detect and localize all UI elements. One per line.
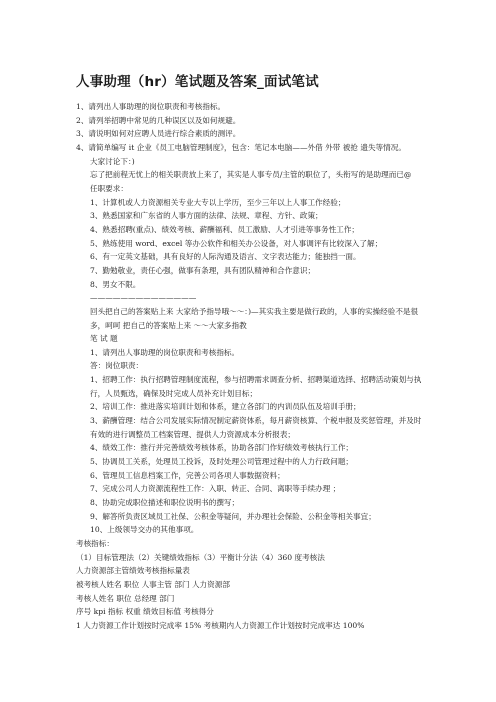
duty-item: 8、协助完成职位描述和职位说明书的撰写；: [90, 498, 240, 508]
kpi-table-title: 人力资源部主管绩效考核指标量表: [76, 566, 190, 576]
duty-item: 6、管理员工信息档案工作，完善公司各项人事数据资料；: [90, 470, 285, 480]
requirement-item: 4、熟悉招聘(重点)、绩效考核、薪酬福利、员工激励、人才引进等事务性工作；: [90, 224, 359, 234]
answer-label: 答：岗位职责：: [90, 361, 144, 371]
duty-item: 3、薪酬管理：结合公司发展实际情况制定薪资体系，每月薪资核算、个税申报及奖惩管理，并及时有效的进行调整员工档案管理、提供人力资源成本分析报表；: [90, 416, 422, 439]
duty-item: 1、招聘工作：执行招聘管理制度流程，参与招聘需求调查分析、招聘渠道选择、招聘活动策划与执行，人员甄选，确保及时完成人员补充计划目标；: [90, 375, 422, 398]
requirement-item: 1、计算机或人力资源相关专业大专以上学历，至少三年以上人事工作经验；: [90, 197, 346, 207]
reply-text: 回头把自己的答案贴上来 大家给予指导哦～～：)—其实我主要是做行政的，人事的实操经验不是很多，呵呵 把自己的答案贴上来 ～～大家多指教: [90, 306, 419, 330]
requirements-label: 任职要求：: [90, 183, 128, 193]
duty-item: 10、上级领导交办的其他事项。: [90, 525, 199, 535]
question-item: 1、请列出人事助理的岗位职责和考核指标。: [76, 102, 226, 111]
question-item: 3、请说明如何对应聘人员进行综合素质的测评。: [76, 129, 241, 139]
requirement-item: 6、有一定英文基础，具有良好的人际沟通及语言、文字表达能力；能独挡一面。: [90, 252, 361, 262]
duty-item: 5、协调员工关系，处理员工投诉，及时处理公司管理过程中的人力行政问题；: [90, 457, 354, 467]
duty-item: 7、完成公司人力资源流程性工作：入职、转正、合同、离职等手续办理 ；: [90, 484, 341, 494]
requirement-item: 8、男女不限。: [90, 279, 141, 289]
kpi-methods: （1）目标管理法（2）关键绩效指标（3）平衡计分法（4）360 度考核法: [76, 552, 325, 562]
requirement-item: 7、勤勉敬业，责任心强，做事有条理，具有团队精神和合作意识；: [90, 265, 316, 275]
answer-question: 1、请列出人事助理的岗位职责和考核指标。: [90, 347, 240, 357]
divider-line: ——————————————: [90, 293, 197, 303]
duty-item: 4、绩效工作：推行并完善绩效考核体系，协助各部门作好绩效考核执行工作；: [90, 443, 354, 453]
question-item: 2、请列举招聘中常见的几种误区以及如何规避。: [76, 115, 241, 125]
discussion-label: 大家讨论下：): [90, 156, 135, 166]
duty-item: 2、培训工作：推进落实培训计划和体系，建立各部门的内训员队伍及培训手册；: [90, 402, 361, 412]
kpi-label: 考核指标：: [76, 539, 114, 548]
kpi-reviewee-line: 被考核人姓名 职位 人事主管 部门 人力资源部: [76, 579, 230, 589]
requirement-item: 3、熟悉国家和广东省的人事方面的法律、法规、章程、方针、政策；: [90, 211, 323, 221]
kpi-table-header: 序号 kpi 指标 权重 绩效目标值 考核得分: [76, 607, 214, 617]
question-item: 4、请简单编写 it 企业《员工电脑管理制度》，包含：笔记本电脑——外借 外带 被抢 遗失等情况。: [76, 142, 406, 152]
document-title: 人事助理（hr）笔试题及答案_面试笔试: [76, 74, 319, 90]
kpi-reviewer-line: 考核人姓名 职位 总经理 部门: [76, 593, 175, 603]
kpi-table-row: 1 人力资源工作计划按时完成率 15% 考核期内人力资源工作计划按时完成率达 100%: [76, 620, 365, 630]
discussion-text: 忘了把前程无忧上的相关职责放上来了，其实是人事专员/主管的职位了，头衔写的是助理而已@: [90, 170, 412, 180]
duty-item: 9、解答所负责区域员工社保、公积金等疑问，并办理社会保险、公积金等相关事宜；: [90, 511, 376, 521]
requirement-item: 5、熟练使用 word、excel 等办公软件和相关办公设备，对人事调评有比较深入了解；: [90, 238, 383, 248]
answer-heading: 笔 试 题: [90, 334, 118, 344]
document-body: [76, 100, 424, 633]
